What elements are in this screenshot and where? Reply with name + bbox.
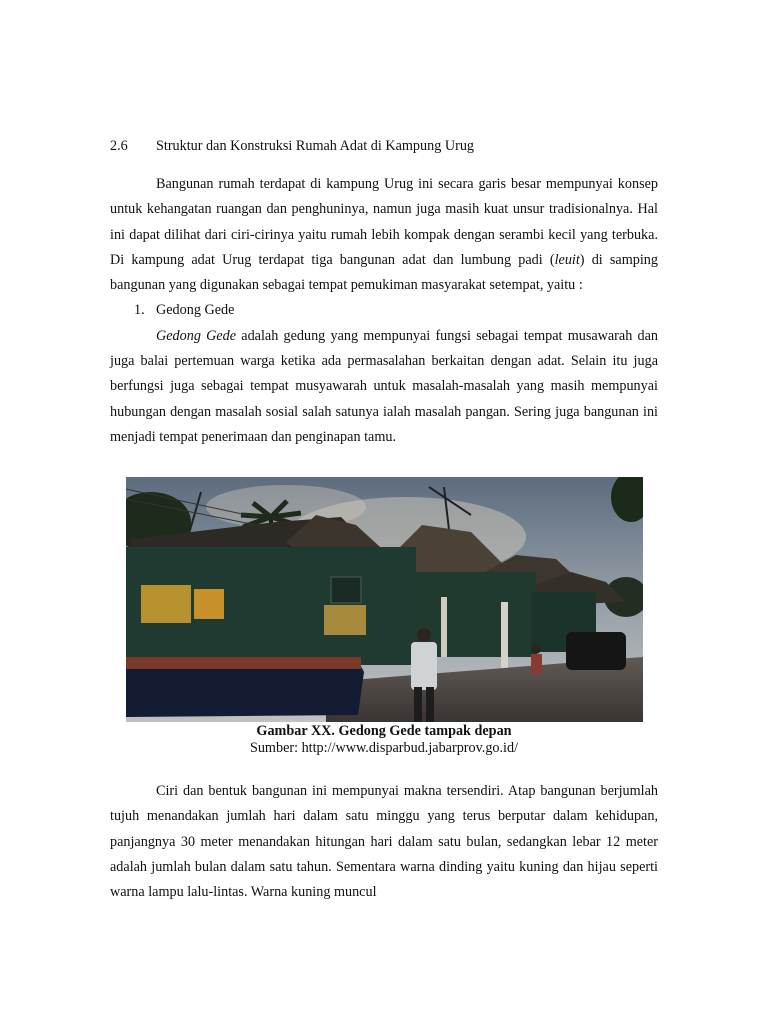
figure-caption: Gambar XX. Gedong Gede tampak depan (256, 723, 512, 739)
photo-illustration (126, 477, 643, 722)
closing-paragraph-block (110, 779, 658, 905)
intro-paragraph (110, 172, 658, 298)
body-text (110, 172, 658, 450)
intro-italic-term: leuit (554, 251, 580, 268)
section-number: 2.6 (110, 138, 128, 154)
description-paragraph (110, 324, 658, 450)
description-text: adalah gedung yang mempunyai fungsi sebagai tempat musawarah dan juga balai pertemuan warga ketika ada permasalahan berkaitan dengan adat. Selain itu juga berfungsi juga sebagai tempat musyawarah untuk masalah-masalah yang masih mempunyai hubungan dengan masalah sosial salah satunya ialah masalah pangan. Sering juga bangunan ini menjadi tempat penerimaan dan penginapan tamu. (110, 327, 658, 445)
closing-paragraph: Ciri dan bentuk bangunan ini mempunyai makna tersendiri. Atap bangunan berjumlah tujuh menandakan jumlah hari dalam satu minggu yang terus berputar dalam kehidupan, panjangnya 30 meter menandakan hitungan hari dalam satu bulan, sedangkan lebar 12 meter adalah jumlah bulan dalam satu tahun. Sementara warna dinding yaitu kuning dan hijau seperti warna lampu lalu-lintas. Warna kuning muncul (110, 783, 658, 901)
list-item (110, 298, 658, 323)
list-marker: 1. (134, 302, 145, 319)
figure-source: Sumber: http://www.disparbud.jabarprov.go.id/ (249, 740, 519, 756)
list-item-label: Gedong Gede (156, 302, 235, 319)
section-heading (110, 136, 474, 156)
section-title: Struktur dan Konstruksi Rumah Adat di Kampung Urug (156, 138, 475, 154)
gedong-gede-photo (126, 477, 643, 722)
intro-text-after: ) di samping bangunan yang digunakan sebagai tempat pemukiman masyarakat setempat, yaitu : (110, 251, 658, 294)
intro-text-before: Bangunan rumah terdapat di kampung Urug ini secara garis besar mempunyai konsep untuk kehangatan ruangan dan penghuninya, namun juga masih kuat unsur tradisionalnya. Hal ini dapat dilihat dari ciri-cirinya yaitu rumah lebih kompak dengan serambi kecil yang terbuka. Di kampung adat Urug terdapat tiga bangunan adat dan lumbung padi ( (110, 176, 658, 268)
description-italic-term: Gedong Gede (156, 327, 237, 344)
